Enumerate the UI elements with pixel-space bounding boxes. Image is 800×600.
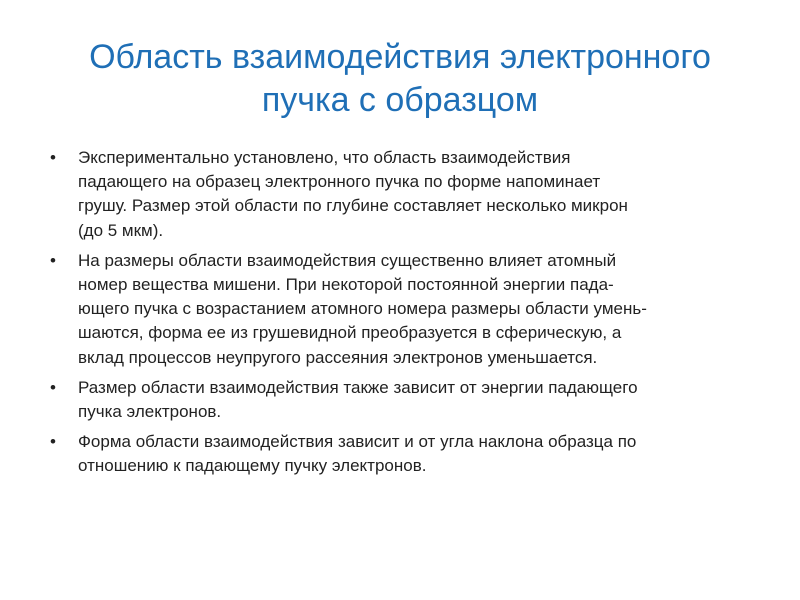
bullet-icon: •	[50, 432, 56, 452]
bullet-text-line: падающего на образец электронного пучка по форме напоминает	[78, 172, 601, 192]
bullet-text-line: отношению к падающему пучку электронов.	[78, 456, 427, 476]
bullet-item-2	[48, 249, 748, 370]
bullet-text-line: Размер области взаимодействия также зависит от энергии падающего	[78, 377, 638, 397]
slide-title	[40, 36, 760, 122]
bullet-text-line: грушу. Размер этой области по глубине составляет несколько микрон	[78, 196, 628, 216]
bullet-text-line: Экспериментально установлено, что область взаимодействия	[78, 148, 571, 167]
bullet-text-line: ющего пучка с возрастанием атомного номера размеры области умень-	[78, 299, 647, 319]
bullet-text-line: (до 5 мкм).	[78, 220, 164, 240]
bullet-icon: •	[50, 148, 56, 167]
bullet-text-line: На размеры области взаимодействия существенно влияет атомный	[78, 250, 617, 270]
bullet-icon: •	[50, 250, 56, 270]
slide-title-line-1: Область взаимодействия электронного	[89, 38, 711, 76]
bullet-item-1	[48, 146, 748, 243]
bullet-text-line: номер вещества мишени. При некоторой постоянной энергии пада-	[78, 275, 614, 295]
bullet-icon: •	[50, 377, 56, 397]
bullet-text-line: Форма области взаимодействия зависит и от угла наклона образца по	[78, 432, 637, 452]
bullet-text-line: пучка электронов.	[78, 402, 222, 422]
bullet-item-3	[48, 376, 748, 424]
bullet-list	[48, 146, 748, 485]
slide-title-line-2: пучка с образцом	[261, 81, 539, 119]
bullet-item-4	[48, 430, 748, 478]
bullet-text-line: шаются, форма ее из грушевидной преобразуется в сферическую, а	[78, 323, 622, 343]
bullet-text-line: вклад процессов неупругого рассеяния электронов уменьшается.	[78, 347, 598, 367]
